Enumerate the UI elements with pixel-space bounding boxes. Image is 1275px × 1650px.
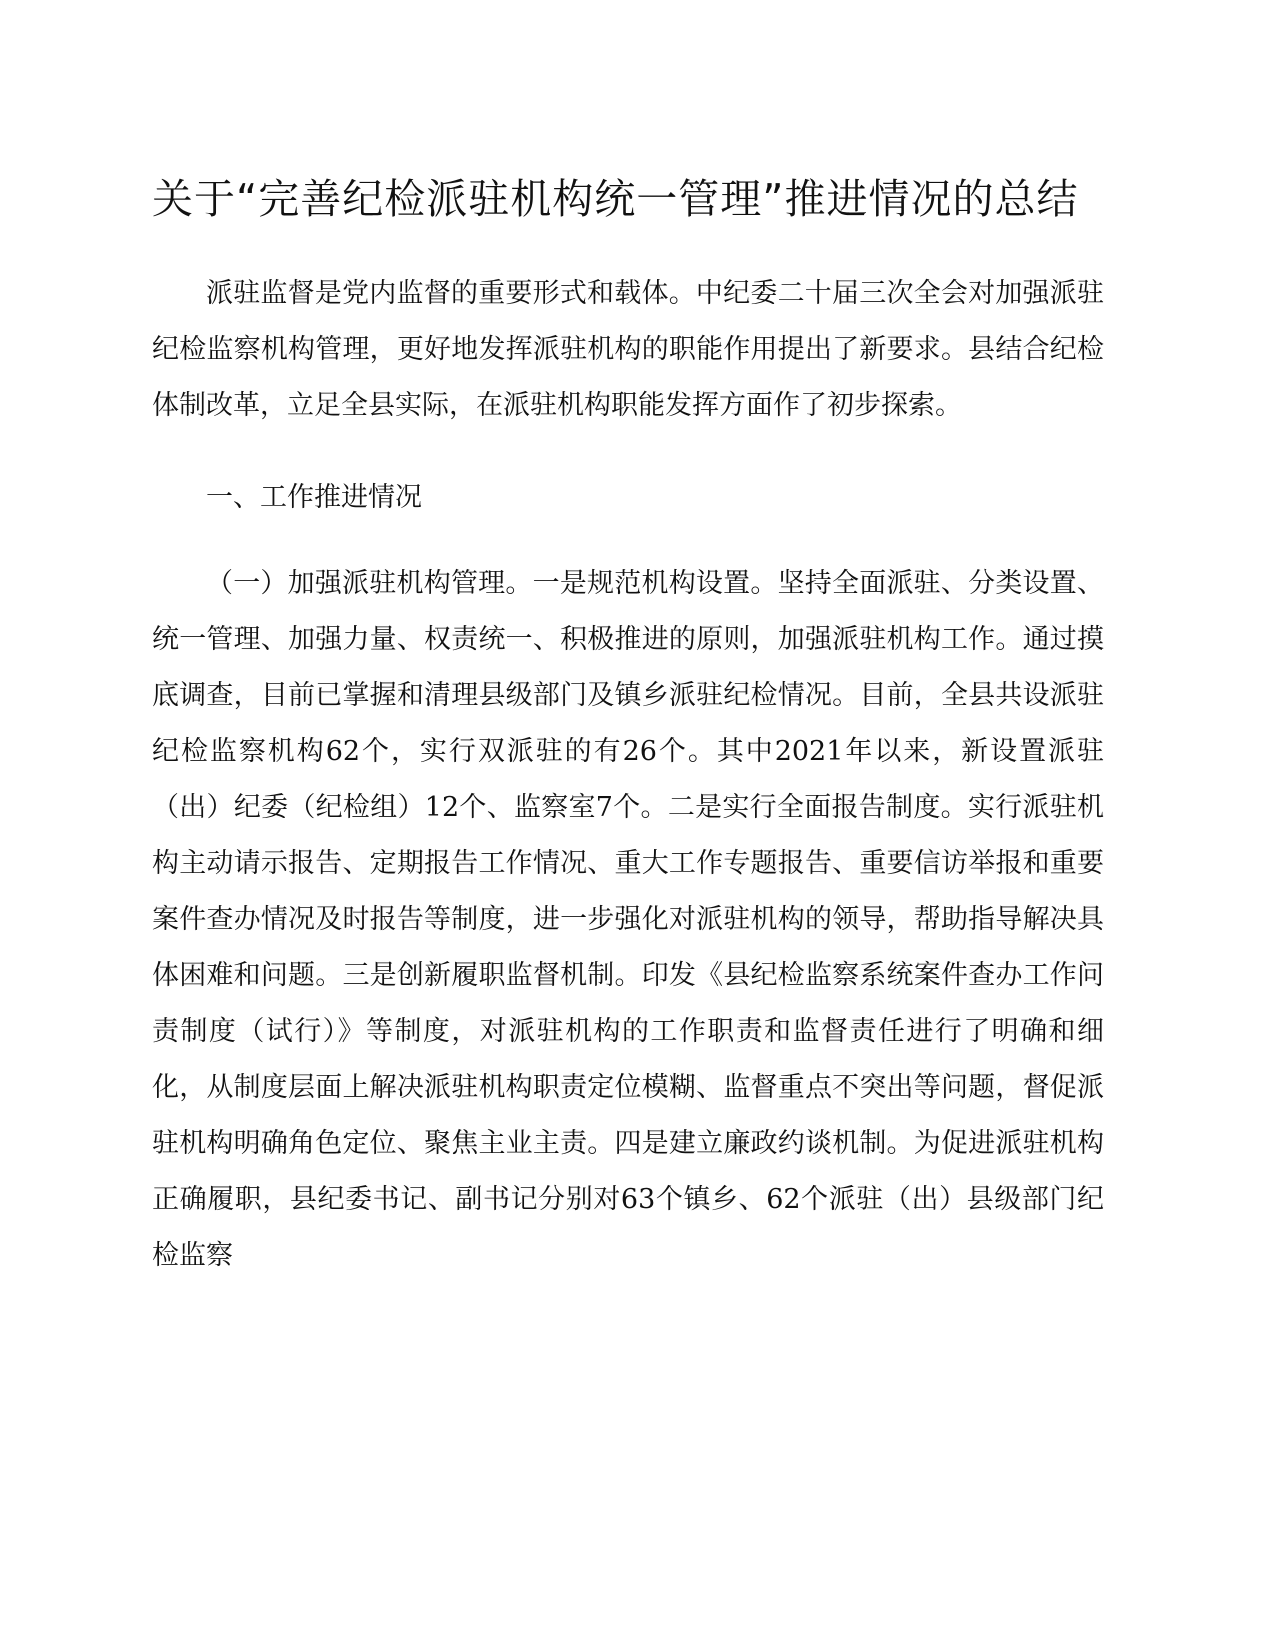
document-body <box>152 172 1104 1284</box>
section-heading: 一、工作推进情况 <box>206 482 422 513</box>
document-title: 关于“完善纪检派驻机构统一管理”推进情况的总结 <box>152 175 1079 223</box>
section-paragraph: （一）加强派驻机构管理。一是规范机构设置。坚持全面派驻、分类设置、统一管理、加强力量、权责统一、积极推进的原则，加强派驻机构工作。通过摸底调查，目前已掌握和清理县级部门及镇乡派驻纪检情况。目前，全县共设派驻纪检监察机构62个，实行双派驻的有26个。其中2021年以来，新设置派驻（出）纪委（纪检组）12个、监察室7个。二是实行全面报告制度。实行派驻机构主动请示报告、定期报告工作情况、重大工作专题报告、重要信访举报和重要案件查办情况及时报告等制度，进一步强化对派驻机构的领导，帮助指导解决具体困难和问题。三是创新履职监督机制。印发《县纪检监察系统案件查办工作问责制度（试行）》等制度，对派驻机构的工作职责和监督责任进行了明确和细化，从制度层面上解决派驻机构职责定位模糊、监督重点不突出等问题，督促派驻机构明确角色定位、聚焦主业主责。四是建立廉政约谈机制。为促进派驻机构正确履职，县纪委书记、副书记分别对63个镇乡、62个派驻（出）县级部门纪检监察 <box>152 568 1104 1271</box>
intro-paragraph: 派驻监督是党内监督的重要形式和载体。中纪委二十届三次全会对加强派驻纪检监察机构管理，更好地发挥派驻机构的职能作用提出了新要求。县结合纪检体制改革，立足全县实际，在派驻机构职能发挥方面作了初步探索。 <box>152 278 1104 421</box>
